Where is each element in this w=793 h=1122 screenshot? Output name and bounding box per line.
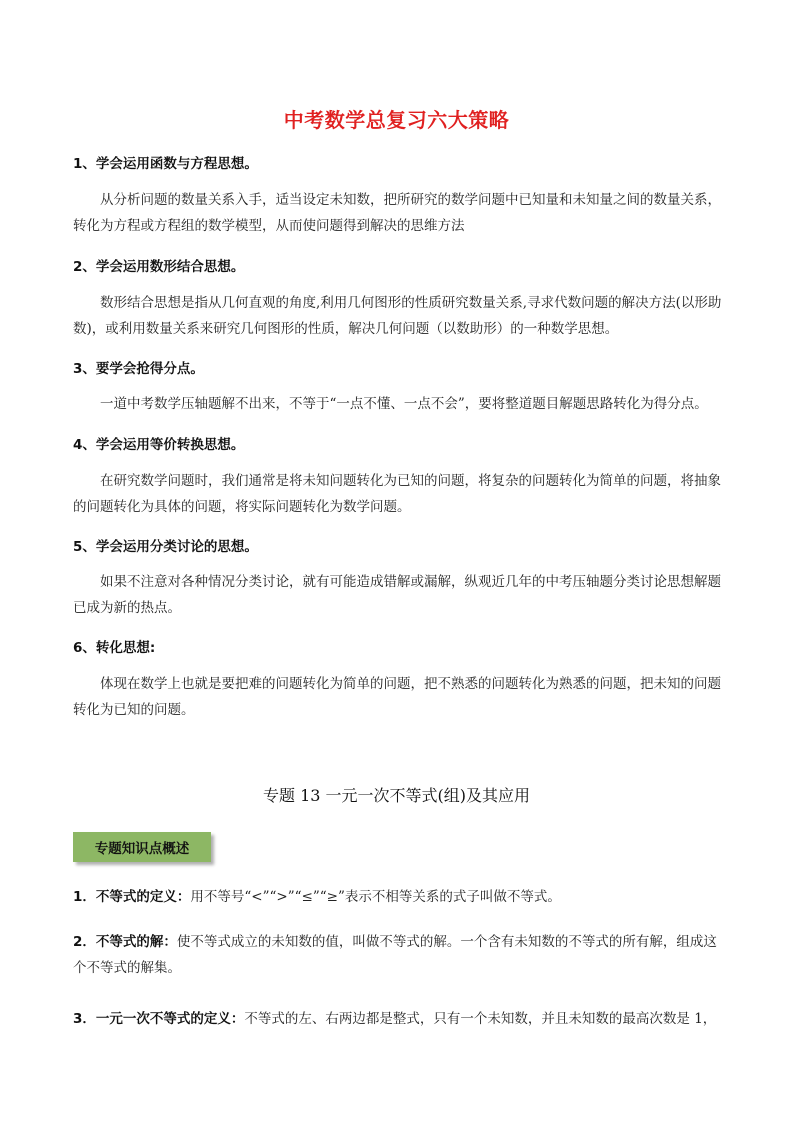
definition-2 — [73, 929, 725, 981]
strategy-heading-3: 3、要学会抢得分点。 — [73, 361, 204, 377]
strategy-heading-6: 6、转化思想: — [73, 640, 156, 656]
page-title: 中考数学总复习六大策略 — [283, 108, 510, 132]
definition-term: 2．不等式的解： — [73, 934, 177, 950]
strategy-body-1: 从分析问题的数量关系入手，适当设定未知数，把所研究的数学问题中已知量和未知量之间的数量关系，转化为方程或方程组的数学模型，从而使问题得到解决的思维方法 — [73, 192, 721, 234]
strategy-body-5: 如果不注意对各种情况分类讨论，就有可能造成错解或漏解，纵观近几年的中考压轴题分类讨论思想解题已成为新的热点。 — [73, 574, 721, 616]
strategy-heading-4: 4、学会运用等价转换思想。 — [73, 437, 245, 453]
definition-text: 不等式的左、右两边都是整式，只有一个未知数，并且未知数的最高次数是 1， — [244, 1011, 717, 1027]
strategy-heading-2: 2、学会运用数形结合思想。 — [73, 259, 245, 275]
strategy-body-6: 体现在数学上也就是要把难的问题转化为简单的问题，把不熟悉的问题转化为熟悉的问题，把未知的问题转化为已知的问题。 — [73, 676, 721, 718]
definition-term: 3．一元一次不等式的定义： — [73, 1011, 245, 1027]
definition-text: 用不等号“<”“>”“≤”“≥”表示不相等关系的式子叫做不等式。 — [190, 889, 561, 905]
definition-1 — [73, 884, 725, 910]
strategy-heading-1: 1、学会运用函数与方程思想。 — [73, 156, 258, 172]
definition-term: 1．不等式的定义： — [73, 889, 191, 905]
strategy-body-2: 数形结合思想是指从几何直观的角度,利用几何图形的性质研究数量关系,寻求代数问题的解决方法(以形助数)，或利用数量关系来研究几何图形的性质，解决几何问题（以数助形）的一种数学思想。 — [73, 295, 722, 337]
definition-text: 使不等式成立的未知数的值，叫做不等式的解。一个含有未知数的不等式的所有解，组成这个不等式的解集。 — [73, 934, 717, 976]
strategy-body-3: 一道中考数学压轴题解不出来，不等于“一点不懂、一点不会”，要将整道题目解题思路转化为得分点。 — [100, 396, 708, 412]
topic-title: 专题 13 一元一次不等式(组)及其应用 — [262, 786, 531, 805]
definition-3 — [73, 1006, 725, 1032]
strategy-body-4: 在研究数学问题时，我们通常是将未知问题转化为已知的问题，将复杂的问题转化为简单的问题，将抽象的问题转化为具体的问题，将实际问题转化为数学问题。 — [73, 473, 721, 515]
strategy-heading-5: 5、学会运用分类讨论的思想。 — [73, 539, 258, 555]
section-badge: 专题知识点概述 — [73, 832, 211, 862]
